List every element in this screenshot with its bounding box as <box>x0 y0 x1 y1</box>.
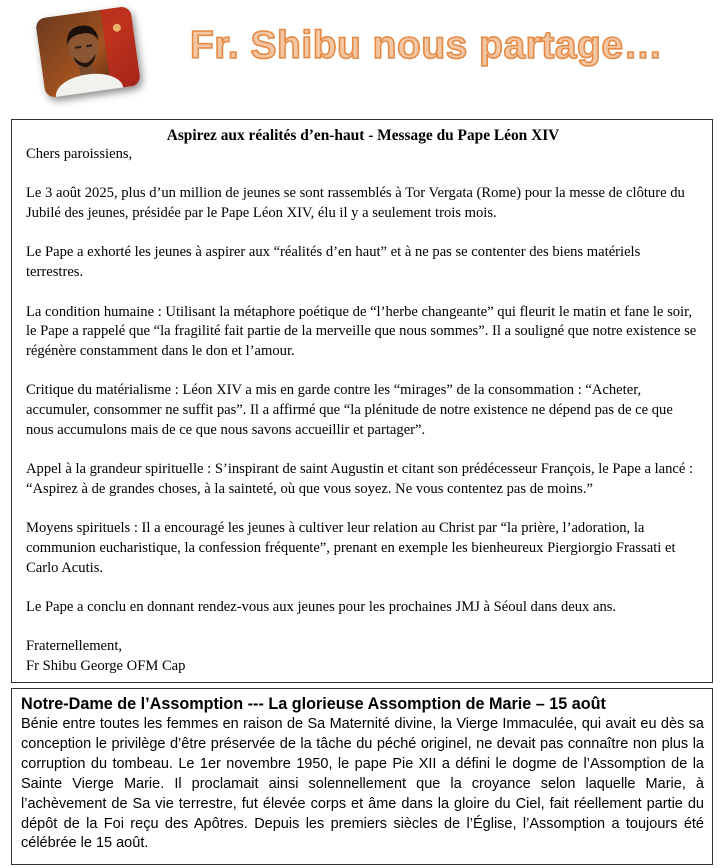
priest-portrait-photo <box>35 6 141 99</box>
message-paragraph: Le Pape a conclu en donnant rendez-vous aux jeunes pour les prochaines JMJ à Séoul dans deux ans. <box>26 599 617 616</box>
page-header <box>0 0 720 112</box>
message-signature: Fr Shibu George OFM Cap <box>26 658 186 675</box>
message-paragraph: Le 3 août 2025, plus d’un million de jeunes se sont rassemblés à Tor Vergata (Rome) pour la messe de clôture du Jubilé des jeunes, présidée par le Pape Léon XIV, élu il y a seulement trois mois. <box>26 185 685 222</box>
assumption-title: Notre-Dame de l’Assomption --- La glorieuse Assomption de Marie – 15 août <box>21 695 606 713</box>
portrait-image <box>35 6 141 99</box>
message-paragraph: Critique du matérialisme : Léon XIV a mis en garde contre les “mirages” de la consommation : “Acheter, accumuler, consommer ne suffit pas”. Il a affirmé que “la plénitude de notre existence ne dépend pas de ce que nous accumulons mais de ce que nous savons accueillir et partager”. <box>26 382 673 438</box>
message-closing: Fraternellement, <box>26 638 123 655</box>
message-title: Aspirez aux réalités d’en-haut - Message du Pape Léon XIV <box>166 127 560 144</box>
pope-message-box <box>11 119 713 683</box>
message-paragraph: Le Pape a exhorté les jeunes à aspirer aux “réalités d’en haut” et à ne pas se contenter des biens matériels terrestres. <box>26 244 641 281</box>
message-paragraph: La condition humaine : Utilisant la métaphore poétique de “l’herbe changeante” qui fleurit le matin et fane le soir, le Pape a rappelé que “la fragilité fait partie de la merveille que nous sommes”. Il a souligné que notre existence se régénère constamment dans le don et l’amour. <box>26 303 697 359</box>
banner-title: Fr. Shibu nous partage… <box>190 24 664 67</box>
message-paragraph: Appel à la grandeur spirituelle : S’inspirant de saint Augustin et citant son prédécesseur François, le Pape a lancé : “Aspirez à de grandes choses, à la sainteté, où que vous soyez. Ne vous contentez pas de moins.” <box>26 461 694 497</box>
message-greeting: Chers paroissiens, <box>26 146 133 162</box>
message-paragraph: Moyens spirituels : Il a encouragé les jeunes à cultiver leur relation au Christ par “la prière, l’adoration, la communion eucharistique, la confession fréquente”, prenant en exemple les bienheureux Piergiorgio Frassati et Carlo Acutis. <box>26 520 676 576</box>
assumption-body: Bénie entre toutes les femmes en raison de Sa Maternité divine, la Vierge Immaculée, qui avait eu dès sa conception le privilège d’être préservée de la tâche du péché originel, ne devait pas connaître non plus la corruption du tombeau. Le 1er novembre 1950, le pape Pie XII a défini le dogme de l’Assomption de la Sainte Vierge Marie. Il proclamait ainsi solennellement que la croyance selon laquelle Marie, à l’achèvement de Sa vie terrestre, fut élevée corps et âme dans la gloire du Ciel, fait réellement partie du dépôt de la Foi reçu des Apôtres. Depuis les premiers siècles de l’Église, l’Assomption a toujours été célébrée le 15 août. <box>21 716 704 852</box>
assumption-box <box>11 688 713 865</box>
